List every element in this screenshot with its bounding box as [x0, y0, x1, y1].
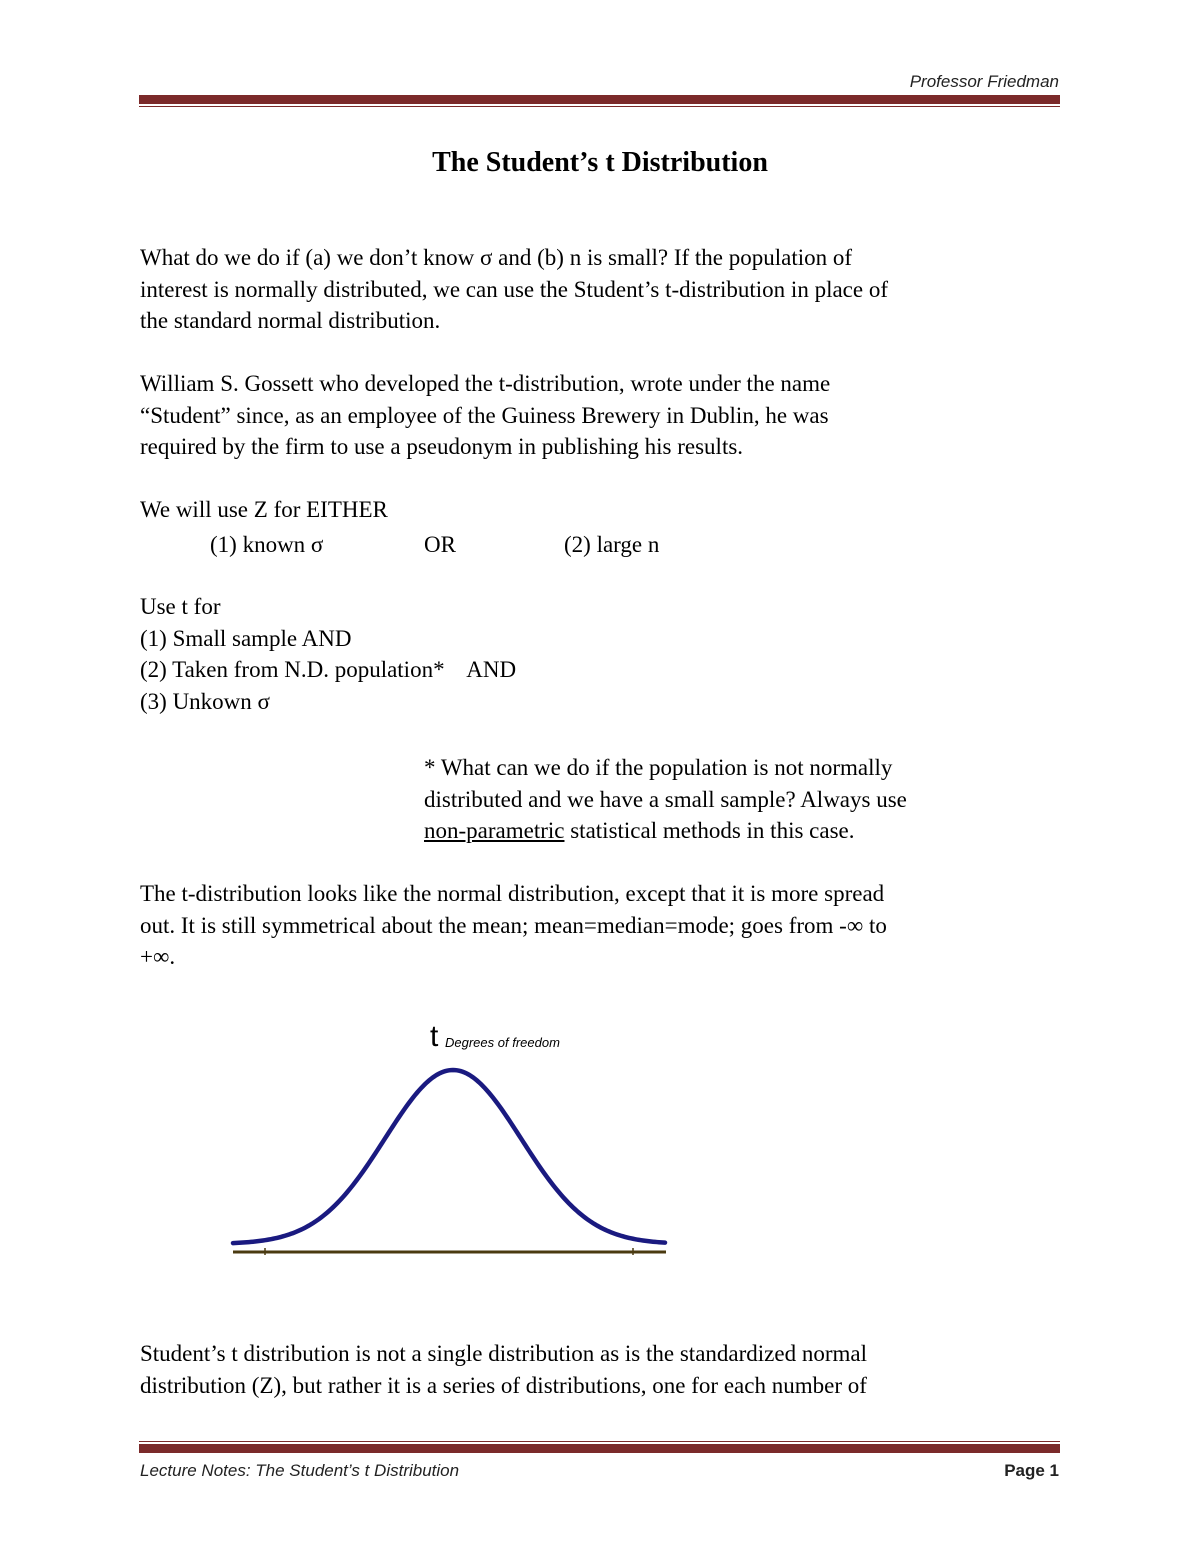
- footer-rule-thin: [139, 1441, 1060, 1442]
- page-title: The Student’s t Distribution: [432, 147, 768, 178]
- gossett-line: William S. Gossett who developed the t-distribution, wrote under the name: [140, 371, 831, 396]
- t-distribution-figure: [225, 1015, 675, 1265]
- figure-label-t: t: [430, 1020, 439, 1053]
- footnote-line: distributed and we have a small sample? Always use: [424, 786, 907, 812]
- shape-line: +∞.: [140, 944, 176, 969]
- gossett-line: “Student” since, as an employee of the Guiness Brewery in Dublin, he was: [140, 402, 829, 428]
- footnote-line-rest: statistical methods in this case.: [564, 818, 855, 843]
- footer-left: Lecture Notes: The Student’s t Distribution: [140, 1461, 460, 1480]
- page-number: Page 1: [1004, 1461, 1059, 1480]
- footer-rule: [139, 1444, 1060, 1453]
- t-rule-item: (1) Small sample AND: [140, 625, 352, 651]
- z-rule-heading: We will use Z for EITHER: [140, 497, 388, 522]
- header-rule: [139, 95, 1060, 104]
- series-line: distribution (Z), but rather it is a series of distributions, one for each number of: [140, 1372, 867, 1398]
- t-rule-heading: Use t for: [140, 594, 221, 619]
- shape-paragraph: [140, 878, 1070, 973]
- footnote-line: * What can we do if the population is not normally: [424, 755, 893, 780]
- shape-line: The t-distribution looks like the normal distribution, except that it is more spread: [140, 881, 885, 906]
- gossett-line: required by the firm to use a pseudonym in publishing his results.: [140, 434, 744, 459]
- intro-line: interest is normally distributed, we can use the Student’s t-distribution in place of: [140, 276, 888, 302]
- intro-paragraph: [140, 242, 1070, 337]
- t-distribution-curve: [233, 1070, 665, 1243]
- intro-line: the standard normal distribution.: [140, 308, 441, 333]
- footnote-line: [424, 815, 1064, 847]
- shape-line: out. It is still symmetrical about the mean; mean=median=mode; goes from -∞ to: [140, 912, 887, 938]
- t-rule: [140, 591, 1070, 717]
- header-rule-thin: [139, 106, 1060, 107]
- non-parametric-term: non-parametric: [424, 818, 565, 843]
- t-rule-item: (2) Taken from N.D. population* AND: [140, 657, 517, 682]
- series-paragraph: [140, 1338, 1070, 1401]
- t-rule-item: (3) Unkown σ: [140, 688, 270, 714]
- z-option-large-n: (2) large n: [564, 532, 660, 557]
- gossett-paragraph: [140, 368, 1070, 463]
- z-option-known-sigma: (1) known σ: [210, 532, 324, 557]
- footnote: [424, 752, 1064, 847]
- intro-line: What do we do if (a) we don’t know σ and (b) n is small? If the population of: [140, 245, 853, 270]
- figure-label-degrees-of-freedom: Degrees of freedom: [445, 1035, 560, 1050]
- header-author: Professor Friedman: [909, 72, 1059, 91]
- series-line: Student’s t distribution is not a single distribution as is the standardized normal: [140, 1341, 867, 1366]
- z-option-connector: OR: [424, 532, 456, 557]
